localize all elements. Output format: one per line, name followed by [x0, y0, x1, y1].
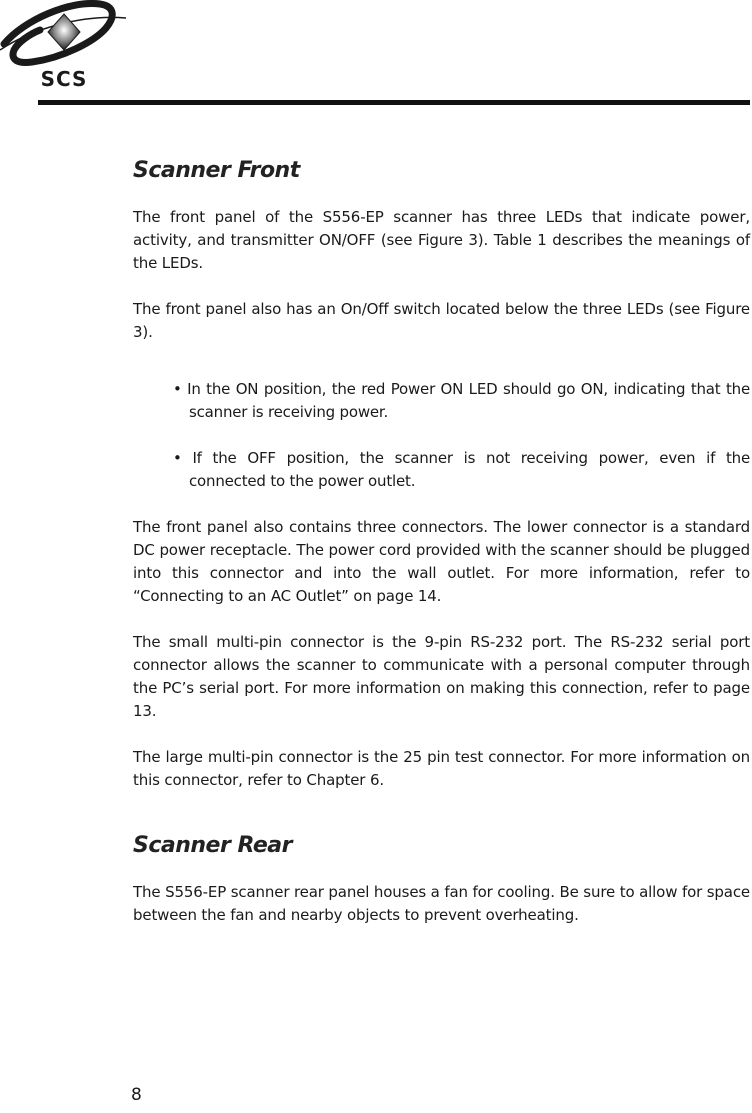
page-number: 8: [131, 1085, 142, 1105]
paragraph-front-leds: The front panel of the S556-EP scanner has three LEDs that indicate power, activity, and transmitter ON/OFF (see Figure 3). Table 1 describes the meanings of the LEDs.: [133, 208, 750, 272]
bullet-off-position: • If the OFF position, the scanner is not receiving power, even if the connected to the power outlet.: [173, 449, 750, 490]
paragraph-test-connector: The large multi-pin connector is the 25 pin test connector. For more information on this connector, refer to Chapter 6.: [133, 748, 750, 789]
paragraph-front-switch: The front panel also has an On/Off switch located below the three LEDs (see Figure 3).: [133, 300, 750, 341]
bullet-on-position: • In the ON position, the red Power ON LED should go ON, indicating that the scanner is receiving power.: [173, 380, 750, 421]
paragraph-rs232-port: The small multi-pin connector is the 9-pin RS-232 port. The RS-232 serial port connector allows the scanner to communicate with a personal computer through the PC’s serial port. For more information on making this connection, refer to page 13.: [133, 633, 750, 720]
paragraph-front-connectors: The front panel also contains three connectors. The lower connector is a standard DC power receptacle. The power cord provided with the scanner should be plugged into this connector and into the wall outlet. For more information, refer to “Connecting to an AC Outlet” on page 14.: [133, 518, 750, 605]
section-title-scanner-front: Scanner Front: [133, 158, 300, 183]
page-content: [133, 152, 750, 927]
header-rule: [38, 100, 750, 105]
scs-logo-text: SCS: [40, 67, 88, 91]
scs-logo-graphic: [0, 0, 132, 92]
section-title-scanner-rear: Scanner Rear: [133, 833, 292, 858]
scs-logo: [0, 0, 132, 92]
paragraph-rear-fan: The S556-EP scanner rear panel houses a fan for cooling. Be sure to allow for space between the fan and nearby objects to prevent overheating.: [133, 883, 750, 924]
